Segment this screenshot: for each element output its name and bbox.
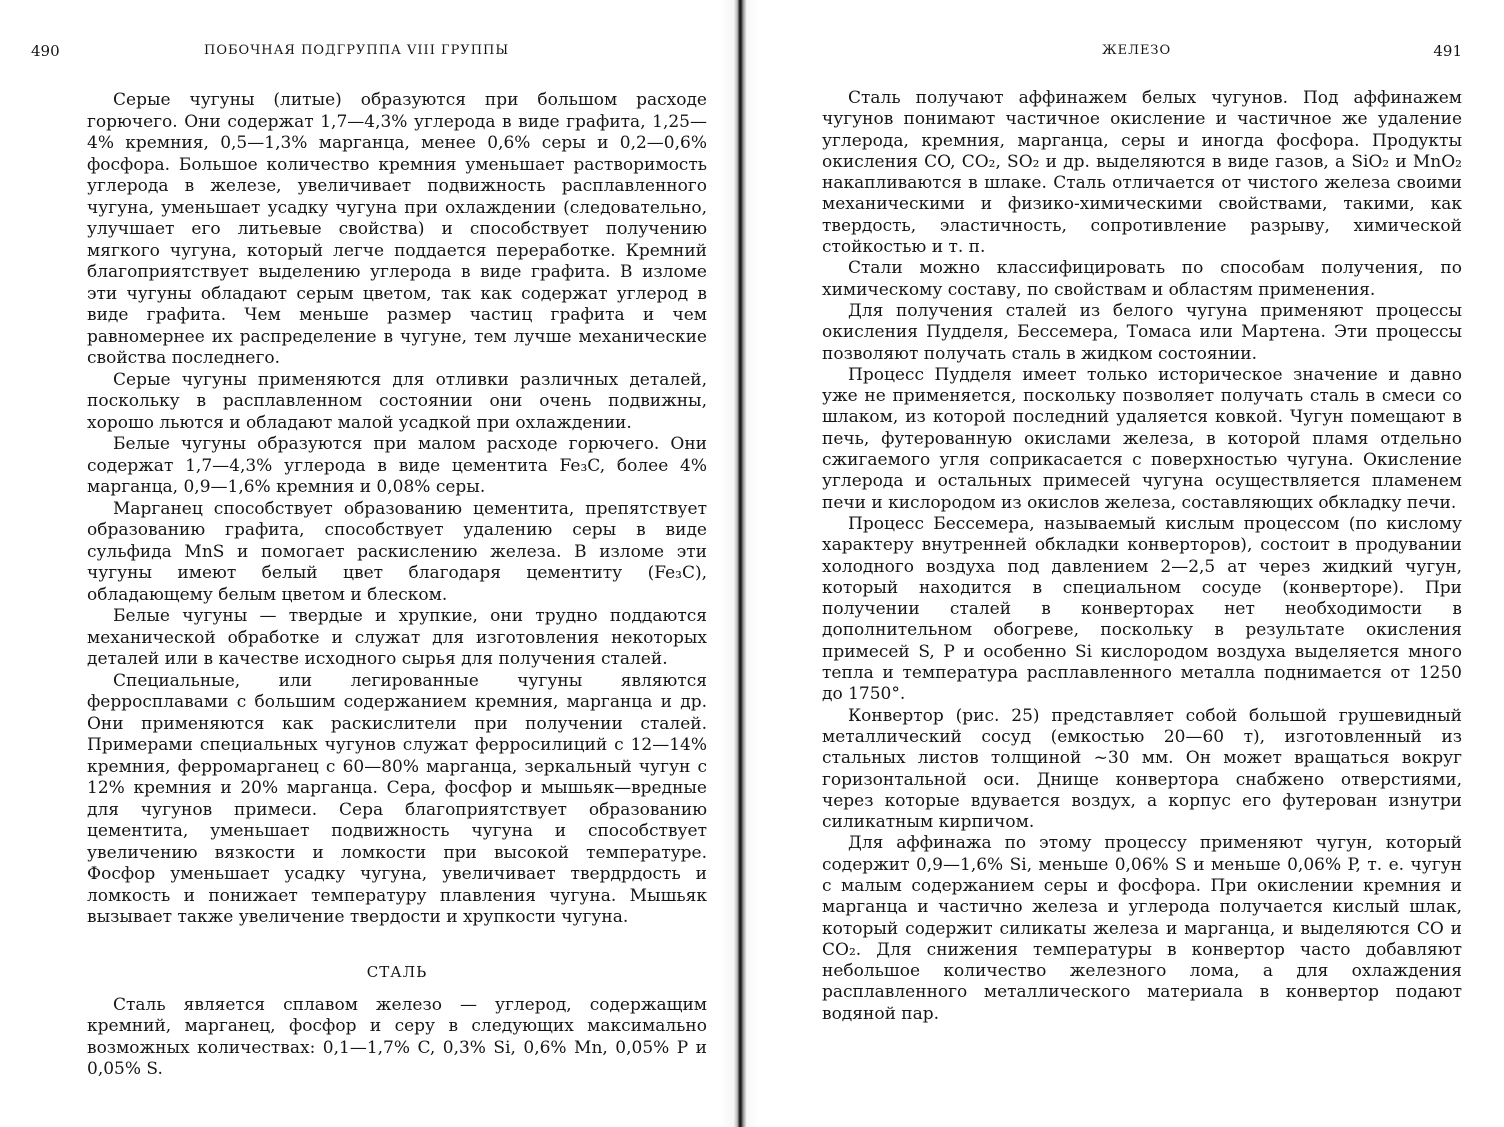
paragraph: Для получения сталей из белого чугуна применяют процессы окисления Пудделя, Бессемера, Томаса или Мартена. Эти процессы позволяют получать сталь в жидком состоянии. <box>822 300 1462 364</box>
left-page-body <box>87 90 707 1081</box>
right-page-body <box>822 88 1462 1025</box>
paragraph: Сталь является сплавом железо — углерод, содержащим кремний, марганец, фосфор и серу в следующих максимально возможных количествах: 0,1—1,7% C, 0,3% Si, 0,6% Mn, 0,05% P и 0,05% S. <box>87 994 707 1079</box>
page-number: 490 <box>31 42 60 60</box>
paragraph: Конвертор (рис. 25) представляет собой большой грушевидный металлический сосуд (емкостью 20—60 т), изготовленный из стальных листов толщиной ~30 мм. Он может вращаться вокруг горизонтальной оси. Днище конвертора снабжено отверстиями, через которые вдувается воздух, а корпус его футерован изнутри силикатным кирпичом. <box>822 705 1462 833</box>
running-head: ЖЕЛЕЗО <box>1102 43 1172 58</box>
book-gutter <box>733 0 747 1127</box>
page-number: 491 <box>1433 42 1462 60</box>
paragraph: Стали можно классифицировать по способам получения, по химическому составу, по свойствам и областям применения. <box>822 258 1462 300</box>
paragraph: Серые чугуны (литые) образуются при большом расходе горючего. Они содержат 1,7—4,3% углерода в виде графита, 1,25—4% кремния, 0,5—1,3% марганца, менее 0,6% серы и 0,2—0,6% фосфора. Большое количество кремния уменьшает растворимость углерода в железе, увеличивает подвижность расплавленного чугуна, уменьшает усадку чугуна при охлаждении (следовательно, улучшает его литьевые свойства) и способствует получению мягкого чугуна, который легче поддается переработке. Кремний благоприятствует выделению углерода в виде графита. В изломе эти чугуны обладают серым цветом, так как содержат углерод в виде графита. Чем меньше размер частиц графита и чем равномернее их распределение в чугуне, тем лучше механические свойства последнего. <box>87 90 707 368</box>
section-title: СТАЛЬ <box>366 962 428 981</box>
paragraph: Серые чугуны применяются для отливки различных деталей, поскольку в расплавленном состоянии они очень подвижны, хорошо льются и обладают малой усадкой при охлаждении. <box>87 369 707 433</box>
paragraph: Процесс Бессемера, называемый кислым процессом (по кислому характеру внутренней обкладки конверторов), состоит в продувании холодного воздуха под давлением 2—2,5 ат через жидкий чугун, который находится в специальном сосуде (конверторе). При получении сталей в конверторах нет необходимости в дополнительном обогреве, поскольку в результате окисления примесей S, P и особенно Si кислородом воздуха выделяется много тепла и температура расплавленного металла поднимается от 1250 до 1750°. <box>822 513 1462 705</box>
left-page-header <box>31 42 707 64</box>
paragraph: Белые чугуны образуются при малом расходе горючего. Они содержат 1,7—4,3% углерода в виде цементита Fe₃C, более 4% марганца, 0,9—1,6% кремния и 0,08% серы. <box>87 434 707 497</box>
paragraph: Для аффинажа по этому процессу применяют чугун, который содержит 0,9—1,6% Si, меньше 0,06% S и меньше 0,06% P, т. е. чугун с малым содержанием серы и фосфора. При окислении кремния и марганца и частично железа и углерода получается кислый шлак, который содержит силикаты железа и марганца, и выделяются CO и CO₂. Для снижения температуры в конвертор часто добавляют небольшое количество железного лома, а для охлаждения расплавленного металлического материала в конвертор подают водяной пар. <box>822 833 1462 1024</box>
paragraph: Специальные, или легированные чугуны являются ферросплавами с большим содержанием кремния, марганца и др. Они применяются как раскислители при получении сталей. Примерами специальных чугунов служат ферросилиций с 12—14% кремния, ферромарганец с 60—80% марганца, зеркальный чугун с 12% кремния и 20% марганца. Сера, фосфор и мышьяк—вредные для чугунов примеси. Сера благоприятствует образованию цементита, уменьшает подвижность чугуна и способствует увеличению вязкости и ломкости при высокой температуре. Фосфор уменьшает усадку чугуна, увеличивает твердрдость и ломкость и понижает температуру плавления чугуна. Мышьяк вызывает также увеличение твердости и хрупкости чугуна. <box>87 670 707 927</box>
running-head: ПОБОЧНАЯ ПОДГРУППА VIII ГРУППЫ <box>204 43 510 58</box>
paragraph: Белые чугуны — твердые и хрупкие, они трудно поддаются механической обработке и служат для изготовления некоторых деталей или в качестве исходного сырья для получения сталей. <box>87 606 707 669</box>
paragraph: Сталь получают аффинажем белых чугунов. Под аффинажем чугунов понимают частичное окисление и частичное же удаление углерода, кремния, марганца, серы и иногда фосфора. Продукты окисления CO, CO₂, SO₂ и др. выделяются в виде газов, а SiO₂ и MnO₂ накапливаются в шлаке. Сталь отличается от чистого железа своими механическими и физико-химическими свойствами, такими, как твердость, эластичность, сопротивление разрыву, химической стойкостью и т. п. <box>822 88 1462 258</box>
right-page-header <box>822 42 1462 64</box>
paragraph: Процесс Пудделя имеет только историческое значение и давно уже не применяется, поскольку позволяет получать сталь в смеси со шлаком, из которой последний удаляется ковкой. Чугун помещают в печь, футерованную окислами железа, в которой пламя отдельно сжигаемого угля соприкасается с поверхностью чугуна. Окисление углерода и остальных примесей чугуна осуществляется пламенем печи и кислородом из окислов железа, составляющих обкладку печи. <box>822 364 1462 513</box>
paragraph: Марганец способствует образованию цементита, препятствует образованию графита, способствует удалению серы в виде сульфида MnS и помогает раскислению железа. В изломе эти чугуны имеют белый цвет благодаря цементиту (Fe₃C), обладающему белым цветом и блеском. <box>87 498 707 605</box>
